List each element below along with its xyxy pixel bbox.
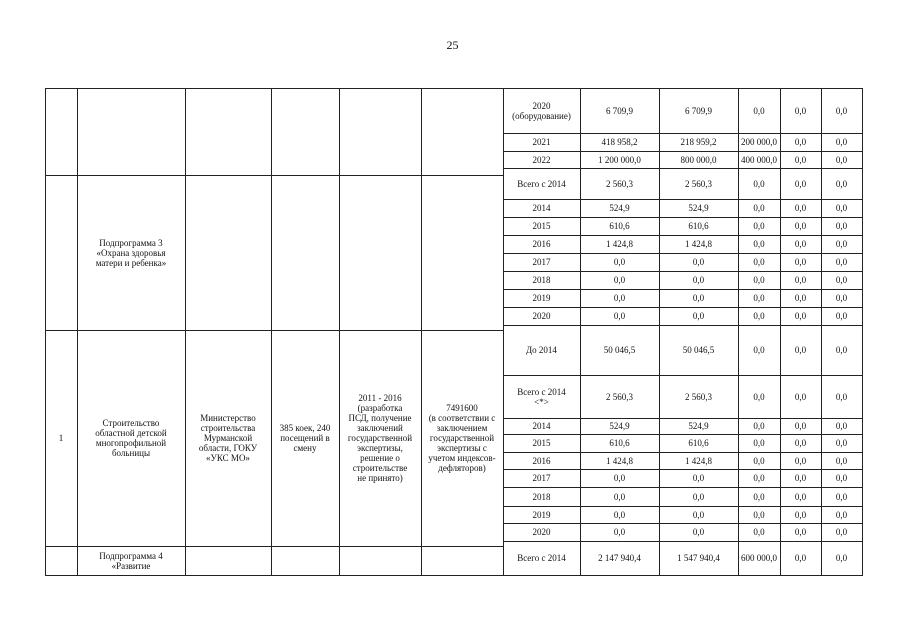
cell-c2: 524,9 [688,421,709,431]
cell-c5: 0,0 [835,257,848,267]
cell-c5: 0,0 [835,527,848,537]
cell-year: 2019 [532,509,551,520]
cell-c5: 0,0 [835,345,848,355]
subprogram-4-name: Подпрограмма 4 «Развитие [99,550,163,571]
cell-c4: 0,0 [794,455,807,466]
cell-c5: 0,0 [835,137,848,147]
cell-year: 2020 [532,311,551,321]
project-cost: 7491600 (в соответствии с заключением государственной экспертизы с учетом индексов- дефляторов) [428,403,496,473]
cell-total: 0,0 [613,275,626,285]
cell-c3: 200 000,0 [741,137,777,147]
cell-c3: 0,0 [753,203,765,213]
cell-c2: 0,0 [692,311,705,321]
cell-year: 2018 [532,275,551,285]
cell-year: Всего с 2014 [517,178,566,189]
cell-c5: 0,0 [835,455,848,466]
cell-c3: 0,0 [753,178,765,189]
grid-line [45,575,504,576]
cell-c2: 0,0 [692,509,705,520]
cell-c3: 0,0 [753,239,765,249]
cell-c2: 0,0 [692,275,705,285]
cell-c5: 0,0 [835,473,848,483]
cell-c2: 50 046,5 [682,345,715,355]
cell-c4: 0,0 [794,491,807,502]
cell-c4: 0,0 [794,438,807,448]
cell-c5: 0,0 [835,311,848,321]
cell-c3: 0,0 [753,311,765,321]
cell-c2: 800 000,0 [680,154,717,165]
cell-total: 524,9 [609,421,630,431]
cell-c2: 0,0 [692,257,705,267]
cell-c2: 0,0 [692,293,705,303]
project-number: 1 [58,433,64,443]
project-name: Строительство областной детской многопрофильной больницы [95,418,167,458]
cell-c5: 0,0 [835,275,848,285]
cell-c4: 0,0 [794,509,807,520]
cell-year: 2019 [532,293,551,303]
cell-c3: 0,0 [753,275,765,285]
cell-c2: 218 959,2 [680,137,717,147]
cell-c3: 0,0 [753,293,765,303]
cell-c3: 0,0 [753,421,765,431]
cell-c4: 0,0 [794,345,807,355]
cell-c3: 0,0 [753,257,765,267]
cell-c3: 600 000,0 [741,553,777,563]
subprogram-3-name: Подпрограмма 3 «Охрана здоровья матери и ребенка» [95,237,167,268]
cell-year: 2020 (оборудование) [512,100,571,121]
cell-c5: 0,0 [835,239,848,249]
cell-year: 2017 [532,473,551,483]
cell-year: Всего с 2014 <*> [517,386,566,407]
cell-c4: 0,0 [794,257,807,267]
cell-c2: 1 424,8 [685,455,712,466]
cell-total: 524,9 [609,203,630,213]
cell-total: 1 424,8 [606,239,633,249]
cell-c2: 610,6 [688,438,709,448]
cell-total: 610,6 [609,438,630,448]
cell-total: 1 424,8 [606,455,633,466]
cell-year: 2021 [532,137,551,147]
page-number: 25 [446,38,459,52]
cell-year: 2022 [532,154,551,165]
cell-c5: 0,0 [835,221,848,231]
cell-c5: 0,0 [835,293,848,303]
cell-c4: 0,0 [794,391,807,402]
cell-c4: 0,0 [794,154,807,165]
cell-c3: 0,0 [753,473,765,483]
cell-c2: 1 547 940,4 [677,553,720,563]
cell-c2: 0,0 [692,473,705,483]
cell-total: 0,0 [613,293,626,303]
cell-c3: 0,0 [753,527,765,537]
cell-total: 610,6 [609,221,630,231]
cell-c5: 0,0 [835,391,848,402]
project-period: 2011 - 2016 (разработка ПСД, получение заключений государственной экспертизы, решение о строительстве не принято) [347,393,413,483]
cell-c2: 1 424,8 [685,239,712,249]
cell-c3: 0,0 [753,105,765,116]
cell-c5: 0,0 [835,203,848,213]
cell-total: 2 147 940,4 [598,553,641,563]
cell-year: 2016 [532,455,551,466]
cell-c4: 0,0 [794,275,807,285]
cell-year: Всего с 2014 [517,553,566,563]
cell-total: 0,0 [613,527,626,537]
cell-c5: 0,0 [835,553,848,563]
cell-c3: 0,0 [753,391,765,402]
cell-total: 0,0 [613,473,626,483]
cell-c4: 0,0 [794,105,807,116]
cell-c4: 0,0 [794,178,807,189]
cell-total: 2 560,3 [606,178,633,189]
cell-c5: 0,0 [835,509,848,520]
cell-c4: 0,0 [794,473,807,483]
cell-c3: 400 000,0 [741,154,777,165]
cell-year: 2015 [532,438,551,448]
cell-c5: 0,0 [835,438,848,448]
cell-year: 2020 [532,527,551,537]
cell-c4: 0,0 [794,137,807,147]
cell-year: 2017 [532,257,551,267]
cell-c2: 0,0 [692,491,705,502]
cell-year: 2016 [532,239,551,249]
cell-c5: 0,0 [835,154,848,165]
cell-c3: 0,0 [753,491,765,502]
grid-line [503,575,863,576]
cell-c2: 610,6 [688,221,709,231]
cell-c2: 2 560,3 [685,178,712,189]
cell-c4: 0,0 [794,421,807,431]
grid-line [862,88,863,576]
cell-c5: 0,0 [835,105,848,116]
cell-total: 50 046,5 [603,345,636,355]
cell-c2: 6 709,9 [685,105,712,116]
cell-c4: 0,0 [794,553,807,563]
cell-year: 2015 [532,221,551,231]
cell-c3: 0,0 [753,345,765,355]
cell-c4: 0,0 [794,311,807,321]
cell-c3: 0,0 [753,221,765,231]
cell-c5: 0,0 [835,491,848,502]
grid-line [45,88,504,89]
cell-c2: 0,0 [692,527,705,537]
cell-year: 2018 [532,491,551,502]
cell-c3: 0,0 [753,509,765,520]
cell-c4: 0,0 [794,239,807,249]
cell-c4: 0,0 [794,293,807,303]
cell-total: 418 958,2 [601,137,638,147]
cell-c4: 0,0 [794,527,807,537]
cell-total: 0,0 [613,509,626,520]
cell-year: 2014 [532,421,551,431]
project-capacity: 385 коек, 240 посещений в смену [279,423,331,453]
cell-year: До 2014 [526,345,557,355]
cell-c2: 524,9 [688,203,709,213]
cell-total: 1 200 000,0 [598,154,641,165]
cell-year: 2014 [532,203,551,213]
cell-total: 6 709,9 [606,105,633,116]
cell-total: 0,0 [613,311,626,321]
cell-total: 2 560,3 [606,391,633,402]
cell-c5: 0,0 [835,421,848,431]
cell-total: 0,0 [613,257,626,267]
cell-c4: 0,0 [794,221,807,231]
cell-c3: 0,0 [753,438,765,448]
project-customer: Министерство строительства Мурманской области, ГОКУ «УКС МО» [198,413,258,463]
cell-c2: 2 560,3 [685,391,712,402]
cell-c4: 0,0 [794,203,807,213]
cell-total: 0,0 [613,491,626,502]
cell-c3: 0,0 [753,455,765,466]
cell-c5: 0,0 [835,178,848,189]
